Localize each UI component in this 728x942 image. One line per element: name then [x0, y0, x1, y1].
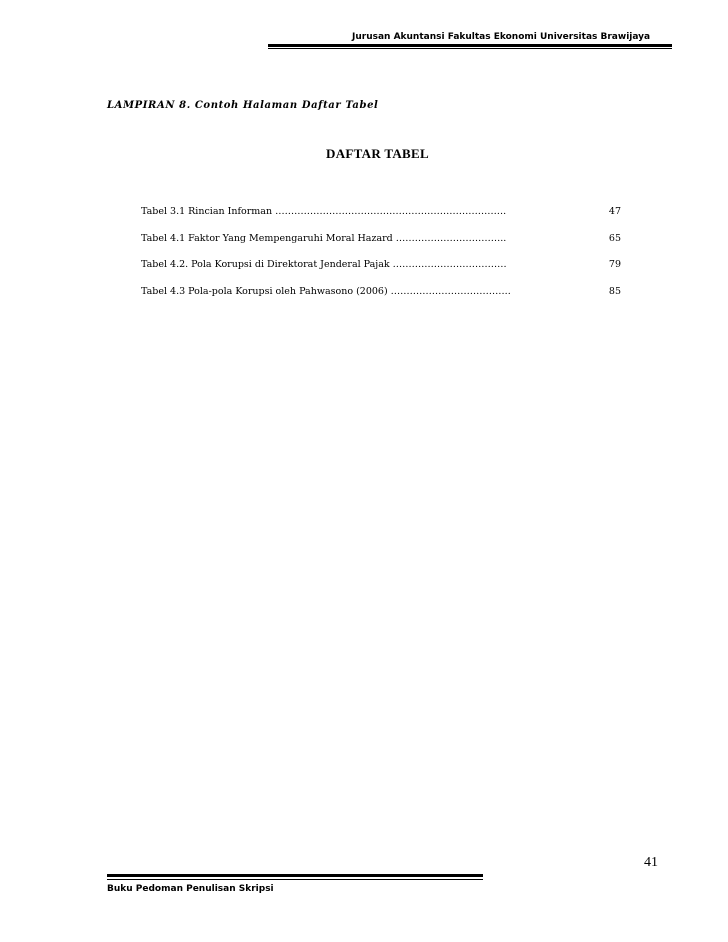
- running-header: Jurusan Akuntansi Fakultas Ekonomi Universitas Brawijaya: [352, 32, 651, 42]
- table-list-item: [141, 259, 621, 286]
- table-list-page: 65: [608, 232, 621, 244]
- table-list-page: 47: [608, 206, 621, 217]
- footer-rule-thin: [107, 879, 483, 880]
- page-title: DAFTAR TABEL: [326, 146, 429, 161]
- table-list-entry: Tabel 4.3 Pola-pola Korupsi oleh Pahwasono (2006) ………………………………..: [141, 285, 511, 297]
- table-list-entry: Tabel 4.1 Faktor Yang Mempengaruhi Moral Hazard ……………………………..: [141, 232, 507, 244]
- header-rule: [268, 44, 672, 47]
- appendix-heading: LAMPIRAN 8. Contoh Halaman Daftar Tabel: [107, 100, 379, 111]
- footer-rule: [107, 874, 483, 877]
- running-footer: Buku Pedoman Penulisan Skripsi: [107, 884, 274, 894]
- table-list-entry: Tabel 3.1 Rincian Informan ……………………………………………………………….: [141, 206, 507, 217]
- table-list-item: [141, 206, 621, 233]
- table-list-page: 79: [608, 259, 621, 270]
- page-number: 41: [644, 855, 658, 870]
- table-list-page: 85: [608, 285, 621, 297]
- table-list-item: [141, 233, 621, 260]
- header-rule-thin: [268, 48, 672, 49]
- table-list-entry: Tabel 4.2. Pola Korupsi di Direktorat Jenderal Pajak ………………………………: [141, 259, 507, 270]
- table-list: [141, 206, 621, 312]
- table-list-item: [141, 286, 621, 313]
